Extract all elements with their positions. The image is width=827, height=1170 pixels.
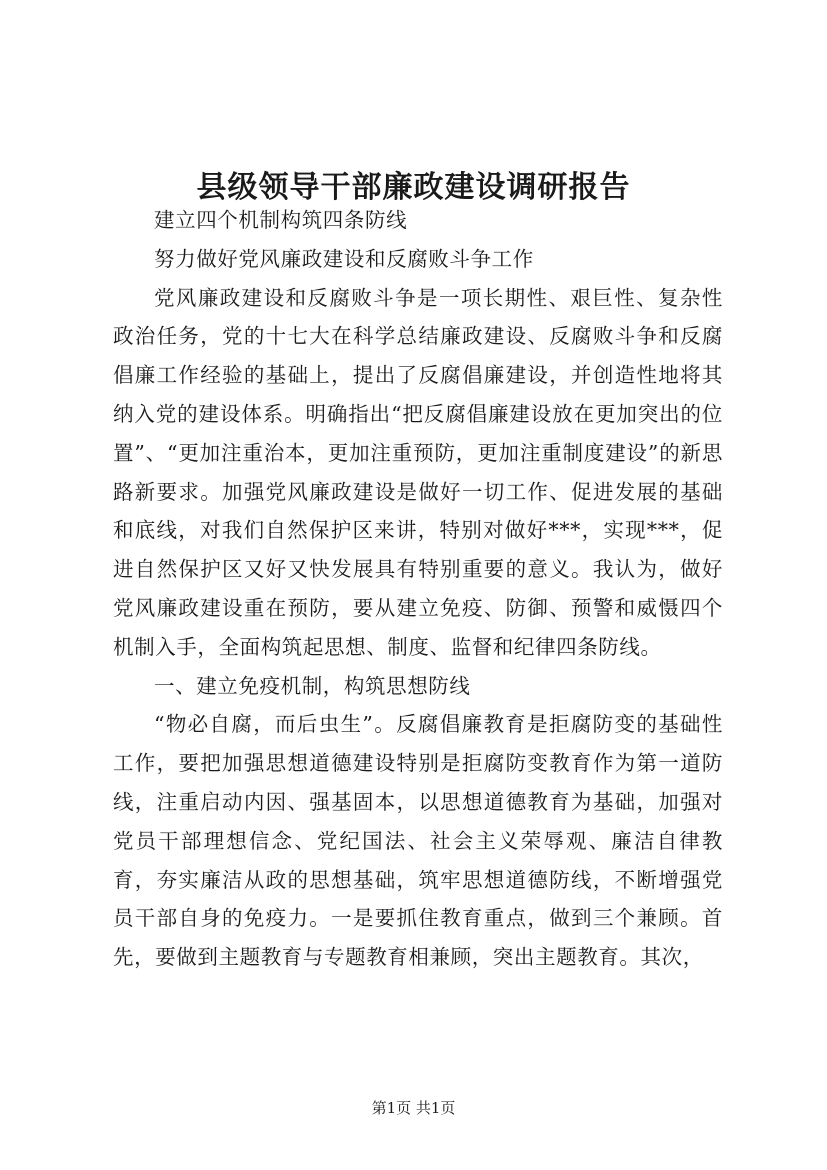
body-paragraph: “物必自腐，而后虫生”。反腐倡廉教育是拒腐防变的基础性工作，要把加强思想道德建设特别是拒腐防变教育作为第一道防线，注重启动内因、强基固本，以思想道德教育为基础，加强对党员干部理想信念、党纪国法、社会主义荣辱观、廉洁自律教育，夯实廉洁从政的思想基础，筑牢思想道德防线，不断增强党员干部自身的免疫力。一是要抓住教育重点，做到三个兼顾。首先，要做到主题教育与专题教育相兼顾，突出主题教育。其次， xyxy=(113,712,723,970)
section-heading: 一、建立免疫机制，构筑思想防线 xyxy=(154,673,471,698)
document-title: 县级领导干部廉政建设调研报告 xyxy=(196,170,631,206)
subtitle-line-1: 建立四个机制构筑四条防线 xyxy=(154,208,408,232)
document-body xyxy=(113,201,723,977)
subtitle-line-2: 努力做好党风廉政建设和反腐败斗争工作 xyxy=(154,246,534,271)
page-number-label: 第1页 共1页 xyxy=(371,1099,456,1117)
body-paragraph: 党风廉政建设和反腐败斗争是一项长期性、艰巨性、复杂性政治任务，党的十七大在科学总结廉政建设、反腐败斗争和反腐倡廉工作经验的基础上，提出了反腐倡廉建设，并创造性地将其纳入党的建设体系。明确指出“把反腐倡廉建设放在更加突出的位置”、“更加注重治本，更加注重预防，更加注重制度建设”的新思路新要求。加强党风廉政建设是做好一切工作、促进发展的基础和底线，对我们自然保护区来讲，特别对做好***，实现***，促进自然保护区又好又快发展具有特别重要的意义。我认为，做好党风廉政建设重在预防，要从建立免疫、防御、预警和威慑四个机制入手，全面构筑起思想、制度、监督和纪律四条防线。 xyxy=(113,285,723,659)
page-footer xyxy=(0,1098,827,1118)
